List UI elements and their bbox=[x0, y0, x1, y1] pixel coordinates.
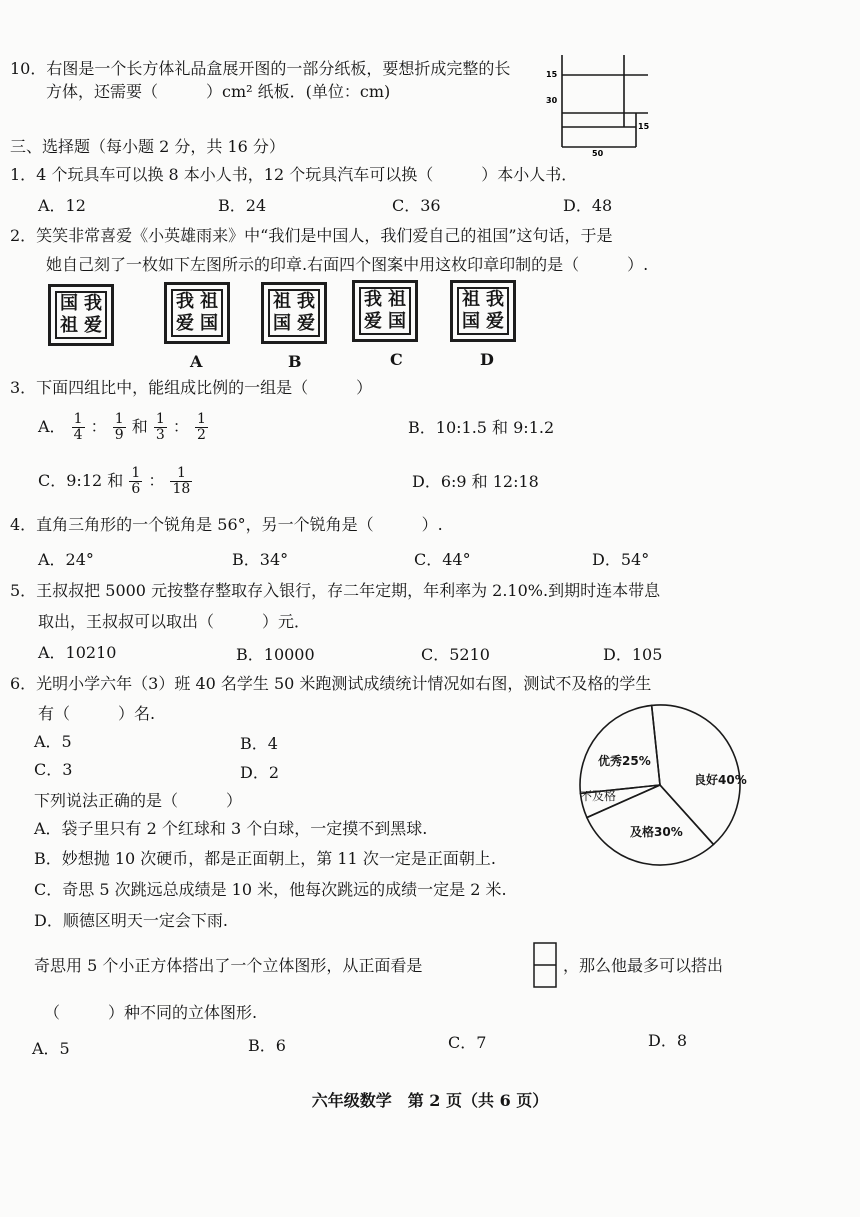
q6-option-d: D．2 bbox=[240, 763, 280, 782]
numerator: 1 bbox=[131, 465, 141, 481]
seal-char: 爱 bbox=[364, 311, 382, 332]
fraction bbox=[154, 412, 167, 443]
q3-option-d: D．6:9 和 12:18 bbox=[412, 472, 539, 491]
q1-option-d: D．48 bbox=[563, 196, 613, 215]
pie-slice bbox=[575, 705, 660, 793]
seal-label-d: D bbox=[480, 350, 494, 369]
numerator: 1 bbox=[170, 466, 192, 482]
q4-option-b: B．34° bbox=[232, 550, 289, 569]
q8-line1-a: 奇思用 5 个小正方体搭出了一个立体图形，从正面看是 bbox=[34, 956, 423, 975]
pie-label-fail: 不及格 bbox=[580, 789, 617, 803]
seal-option-d bbox=[450, 280, 516, 342]
denominator: 18 bbox=[172, 481, 191, 497]
seal-char: 国 bbox=[462, 311, 480, 332]
seal-char: 国 bbox=[388, 311, 406, 332]
box-dim-50: 50 bbox=[592, 149, 604, 158]
q6-option-c: C．3 bbox=[34, 760, 73, 779]
seal-char: 祖 bbox=[60, 315, 78, 336]
q1-option-b: B．24 bbox=[218, 196, 267, 215]
section-heading: 三、选择题（每小题 2 分，共 16 分） bbox=[10, 137, 285, 156]
q4-option-a: A．24° bbox=[38, 550, 94, 569]
fraction bbox=[113, 412, 126, 443]
and-word: 和 bbox=[131, 417, 148, 436]
seal-char: 我 bbox=[364, 289, 382, 310]
seal-char: 爱 bbox=[297, 313, 315, 334]
numerator: 1 bbox=[197, 411, 206, 427]
seal-option-c bbox=[352, 280, 418, 342]
seal-label-a: A bbox=[190, 352, 203, 371]
q7-item-a: A．袋子里只有 2 个红球和 3 个白球，一定摸不到黑球. bbox=[34, 819, 428, 838]
fraction bbox=[170, 466, 192, 497]
box-dim-15-top: 15 bbox=[546, 70, 558, 79]
fraction bbox=[72, 412, 85, 443]
ratio-separator: ： bbox=[172, 417, 189, 436]
q6-line1: 6．光明小学六年（3）班 40 名学生 50 米跑测试成绩统计情况如右图，测试不及格的学生 bbox=[10, 674, 652, 693]
ratio-separator: ： bbox=[90, 417, 107, 436]
q7-item-b: B．妙想抛 10 次硬币，都是正面朝上，第 11 次一定是正面朝上. bbox=[34, 849, 496, 868]
seal-char: 国 bbox=[200, 313, 218, 334]
front-view-icon bbox=[533, 942, 557, 988]
denominator: 3 bbox=[155, 427, 165, 443]
q2-line1: 2．笑笑非常喜爱《小英雄雨来》中“我们是中国人，我们爱自己的祖国”这句话，于是 bbox=[10, 226, 613, 245]
q7-stem: 下列说法正确的是（ ） bbox=[34, 791, 243, 810]
seal-label-c: C bbox=[390, 350, 403, 369]
q3-option-b: B．10:1.5 和 9:1.2 bbox=[408, 418, 555, 437]
q5-option-c: C．5210 bbox=[421, 645, 490, 664]
seal-option-b bbox=[261, 282, 327, 344]
fraction bbox=[129, 466, 142, 497]
numerator: 1 bbox=[114, 411, 124, 427]
seal-char: 国 bbox=[60, 293, 78, 314]
seal-original bbox=[48, 284, 114, 346]
q8-option-c: C．7 bbox=[448, 1033, 487, 1052]
seal-char: 爱 bbox=[84, 315, 102, 336]
numerator: 1 bbox=[73, 411, 83, 427]
seal-char: 祖 bbox=[273, 291, 291, 312]
q3-option-a bbox=[38, 412, 209, 443]
seal-char: 我 bbox=[486, 289, 504, 310]
q6-line2: 有（ ）名. bbox=[38, 704, 156, 723]
q5-line1: 5．王叔叔把 5000 元按整存整取存入银行，存二年定期，年利率为 2.10%.到期时连本带息 bbox=[10, 581, 661, 600]
seal-char: 爱 bbox=[486, 311, 504, 332]
seal-char: 我 bbox=[176, 291, 194, 312]
q6-option-a: A．5 bbox=[34, 732, 72, 751]
seal-char: 祖 bbox=[388, 289, 406, 310]
q8-option-b: B．6 bbox=[248, 1036, 286, 1055]
ratio-separator: ： bbox=[148, 471, 165, 490]
box-net-figure bbox=[540, 55, 660, 160]
page-footer: 六年级数学 第 2 页（共 6 页） bbox=[311, 1091, 549, 1110]
q3-option-c-prefix: C．9:12 和 bbox=[38, 471, 124, 490]
q3-stem: 3．下面四组比中，能组成比例的一组是（ ） bbox=[10, 378, 373, 397]
q5-option-b: B．10000 bbox=[236, 645, 315, 664]
q7-item-c: C．奇思 5 次跳远总成绩是 10 米，他每次跳远的成绩一定是 2 米. bbox=[34, 880, 507, 899]
q1-option-a: A．12 bbox=[38, 196, 86, 215]
q8-line1-b: ，那么他最多可以搭出 bbox=[563, 956, 724, 975]
q10-line1: 10．右图是一个长方体礼品盒展开图的一部分纸板，要想折成完整的长 bbox=[10, 59, 511, 78]
denominator: 4 bbox=[73, 427, 83, 443]
q3-option-a-prefix: A． bbox=[38, 417, 66, 436]
q5-line2: 取出，王叔叔可以取出（ ）元． bbox=[38, 612, 311, 631]
pie-label-excellent: 优秀25% bbox=[598, 754, 651, 768]
seal-char: 我 bbox=[297, 291, 315, 312]
q4-option-c: C．44° bbox=[414, 550, 471, 569]
q1-stem: 1．4 个玩具车可以换 8 本小人书，12 个玩具汽车可以换（ ）本小人书． bbox=[10, 165, 578, 184]
denominator: 9 bbox=[114, 427, 124, 443]
q8-option-a: A．5 bbox=[32, 1039, 70, 1058]
box-dim-30: 30 bbox=[546, 96, 558, 105]
seal-char: 祖 bbox=[462, 289, 480, 310]
q7-item-d: D．顺德区明天一定会下雨. bbox=[34, 911, 228, 930]
q4-stem: 4．直角三角形的一个锐角是 56°，另一个锐角是（ ）. bbox=[10, 515, 443, 534]
box-dim-15-right: 15 bbox=[638, 122, 650, 131]
q5-option-a: A．10210 bbox=[38, 643, 117, 662]
seal-char: 祖 bbox=[200, 291, 218, 312]
q1-option-c: C．36 bbox=[392, 196, 441, 215]
pie-label-pass: 及格30% bbox=[630, 825, 683, 839]
denominator: 2 bbox=[197, 427, 206, 443]
q6-option-b: B．4 bbox=[240, 734, 278, 753]
fraction bbox=[195, 412, 208, 443]
seal-char: 我 bbox=[84, 293, 102, 314]
q3-option-c bbox=[38, 466, 193, 497]
denominator: 6 bbox=[131, 481, 141, 497]
q4-option-d: D．54° bbox=[592, 550, 650, 569]
q8-line2: （ ）种不同的立体图形. bbox=[44, 1003, 258, 1022]
q2-line2: 她自己刻了一枚如下左图所示的印章.右面四个图案中用这枚印章印制的是（ ）. bbox=[46, 255, 649, 274]
seal-char: 爱 bbox=[176, 313, 194, 334]
q10-line2: 方体，还需要（ ）cm² 纸板．(单位：cm) bbox=[46, 82, 391, 101]
pie-label-good: 良好40% bbox=[694, 773, 747, 787]
seal-option-a bbox=[164, 282, 230, 344]
q8-option-d: D．8 bbox=[648, 1031, 688, 1050]
q5-option-d: D．105 bbox=[603, 645, 663, 664]
seal-label-b: B bbox=[288, 352, 302, 371]
seal-char: 国 bbox=[273, 313, 291, 334]
numerator: 1 bbox=[155, 411, 165, 427]
